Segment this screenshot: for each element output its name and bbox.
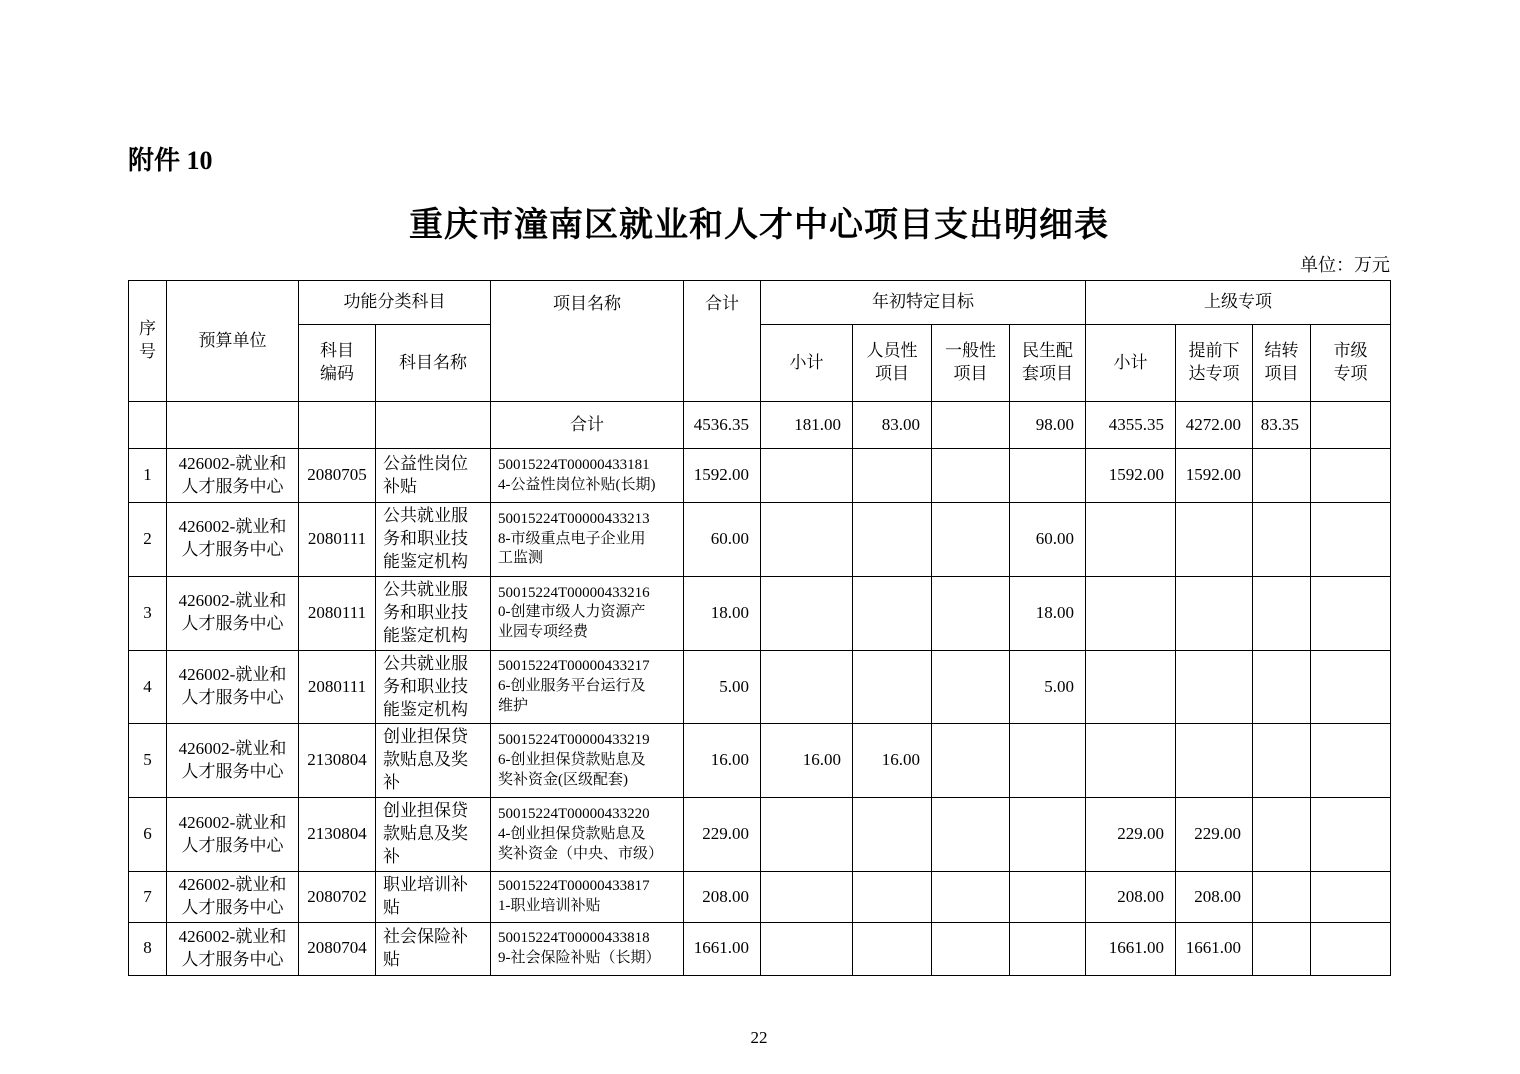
table-row (129, 724, 1391, 798)
cell-subject-code: 2080704 (299, 922, 376, 975)
cell-total: 229.00 (684, 798, 761, 872)
cell-yt-livelihood (1010, 449, 1086, 503)
cell-sp-carryover (1253, 872, 1311, 923)
cell-sp-municipal (1311, 576, 1391, 650)
total-cell-yt-livelihood: 98.00 (1010, 402, 1086, 449)
total-cell-label: 合计 (491, 402, 684, 449)
cell-yt-personnel (853, 872, 932, 923)
cell-sp-subtotal (1086, 576, 1176, 650)
cell-subject-name: 创业担保贷款贴息及奖补 (376, 798, 491, 872)
cell-yt-general (932, 798, 1010, 872)
cell-subject-code: 2130804 (299, 798, 376, 872)
cell-yt-general (932, 872, 1010, 923)
cell-subject-code: 2080705 (299, 449, 376, 503)
cell-yt-general (932, 724, 1010, 798)
cell-serial: 4 (129, 650, 167, 724)
total-cell-subject-code (299, 402, 376, 449)
cell-subject-name: 创业担保贷款贴息及奖补 (376, 724, 491, 798)
table-row (129, 576, 1391, 650)
cell-yt-subtotal (761, 576, 853, 650)
total-row (129, 402, 1391, 449)
page-number: 22 (750, 1027, 768, 1047)
cell-budget-unit: 426002-就业和人才服务中心 (167, 798, 299, 872)
cell-subject-code: 2080111 (299, 650, 376, 724)
header-sp-subtotal: 小计 (1086, 325, 1176, 402)
cell-serial: 7 (129, 872, 167, 923)
total-cell-subject-name (376, 402, 491, 449)
cell-yt-livelihood (1010, 724, 1086, 798)
cell-yt-livelihood: 18.00 (1010, 576, 1086, 650)
cell-budget-unit: 426002-就业和人才服务中心 (167, 872, 299, 923)
expenditure-table (128, 280, 1391, 976)
table-row (129, 922, 1391, 975)
cell-serial: 5 (129, 724, 167, 798)
cell-sp-advance: 229.00 (1176, 798, 1253, 872)
cell-budget-unit: 426002-就业和人才服务中心 (167, 503, 299, 577)
cell-yt-subtotal (761, 872, 853, 923)
cell-sp-carryover (1253, 798, 1311, 872)
header-sp-carryover (1253, 325, 1311, 402)
total-cell-sp-municipal (1311, 402, 1391, 449)
cell-project-name: 50015224T000004332204-创业担保贷款贴息及奖补资金（中央、市级） (491, 798, 684, 872)
header-yt-general: 一般性项目 (932, 325, 1010, 402)
total-cell-sp-subtotal: 4355.35 (1086, 402, 1176, 449)
cell-subject-code: 2080111 (299, 576, 376, 650)
cell-serial: 3 (129, 576, 167, 650)
header-budget-unit: 预算单位 (167, 281, 299, 402)
cell-project-name: 50015224T000004332160-创建市级人力资源产业园专项经费 (491, 576, 684, 650)
cell-sp-municipal (1311, 449, 1391, 503)
header-serial: 序号 (129, 281, 167, 402)
cell-yt-general (932, 650, 1010, 724)
header-subject-code (299, 325, 376, 402)
cell-total: 60.00 (684, 503, 761, 577)
cell-yt-subtotal (761, 922, 853, 975)
attachment-label: 附件 10 (128, 146, 213, 175)
cell-yt-personnel (853, 449, 932, 503)
cell-yt-personnel (853, 650, 932, 724)
cell-sp-subtotal: 1661.00 (1086, 922, 1176, 975)
cell-yt-subtotal (761, 798, 853, 872)
header-yt-personnel: 人员性项目 (853, 325, 932, 402)
cell-sp-advance: 1661.00 (1176, 922, 1253, 975)
table-row (129, 650, 1391, 724)
cell-yt-livelihood: 60.00 (1010, 503, 1086, 577)
table-row (129, 872, 1391, 923)
cell-sp-advance (1176, 724, 1253, 798)
cell-yt-subtotal (761, 650, 853, 724)
cell-sp-municipal (1311, 798, 1391, 872)
header-yt-subtotal: 小计 (761, 325, 853, 402)
table-row (129, 503, 1391, 577)
cell-total: 1661.00 (684, 922, 761, 975)
header-superior-special-group: 上级专项 (1086, 281, 1391, 325)
cell-yt-livelihood (1010, 798, 1086, 872)
cell-sp-municipal (1311, 650, 1391, 724)
cell-yt-general (932, 576, 1010, 650)
cell-yt-personnel (853, 922, 932, 975)
cell-yt-general (932, 922, 1010, 975)
total-cell-yt-general (932, 402, 1010, 449)
cell-sp-subtotal (1086, 650, 1176, 724)
cell-yt-subtotal (761, 449, 853, 503)
header-yt-livelihood: 民生配套项目 (1010, 325, 1086, 402)
total-cell-budget-unit (167, 402, 299, 449)
cell-sp-subtotal: 229.00 (1086, 798, 1176, 872)
cell-project-name: 50015224T000004338171-职业培训补贴 (491, 872, 684, 923)
cell-total: 5.00 (684, 650, 761, 724)
cell-subject-name: 职业培训补贴 (376, 872, 491, 923)
cell-serial: 1 (129, 449, 167, 503)
cell-total: 1592.00 (684, 449, 761, 503)
cell-total: 16.00 (684, 724, 761, 798)
cell-project-name: 50015224T000004332138-市级重点电子企业用工监测 (491, 503, 684, 577)
header-year-start-targets-group: 年初特定目标 (761, 281, 1086, 325)
cell-yt-livelihood (1010, 872, 1086, 923)
cell-sp-carryover (1253, 724, 1311, 798)
cell-budget-unit: 426002-就业和人才服务中心 (167, 449, 299, 503)
cell-sp-subtotal: 208.00 (1086, 872, 1176, 923)
cell-project-name: 50015224T000004332176-创业服务平台运行及维护 (491, 650, 684, 724)
header-total: 合计 (684, 281, 761, 402)
cell-yt-livelihood: 5.00 (1010, 650, 1086, 724)
total-cell-yt-personnel: 83.00 (853, 402, 932, 449)
cell-serial: 8 (129, 922, 167, 975)
total-cell-total: 4536.35 (684, 402, 761, 449)
header-sp-advance: 提前下达专项 (1176, 325, 1253, 402)
header-subject-name: 科目名称 (376, 325, 491, 402)
cell-sp-subtotal (1086, 503, 1176, 577)
cell-subject-name: 公益性岗位补贴 (376, 449, 491, 503)
cell-project-name: 50015224T000004331814-公益性岗位补贴(长期) (491, 449, 684, 503)
header-sp-municipal (1311, 325, 1391, 402)
cell-subject-name: 社会保险补贴 (376, 922, 491, 975)
cell-subject-code: 2080111 (299, 503, 376, 577)
cell-sp-advance: 1592.00 (1176, 449, 1253, 503)
cell-subject-code: 2080702 (299, 872, 376, 923)
cell-yt-personnel (853, 576, 932, 650)
cell-subject-name: 公共就业服务和职业技能鉴定机构 (376, 503, 491, 577)
cell-total: 208.00 (684, 872, 761, 923)
cell-sp-advance (1176, 650, 1253, 724)
total-cell-yt-subtotal: 181.00 (761, 402, 853, 449)
page-title: 重庆市潼南区就业和人才中心项目支出明细表 (409, 207, 1109, 244)
table-row (129, 798, 1391, 872)
cell-sp-municipal (1311, 503, 1391, 577)
cell-budget-unit: 426002-就业和人才服务中心 (167, 922, 299, 975)
header-row-1 (129, 281, 1391, 325)
cell-sp-advance: 208.00 (1176, 872, 1253, 923)
cell-sp-municipal (1311, 724, 1391, 798)
cell-yt-general (932, 449, 1010, 503)
cell-sp-subtotal (1086, 724, 1176, 798)
cell-total: 18.00 (684, 576, 761, 650)
cell-sp-subtotal: 1592.00 (1086, 449, 1176, 503)
cell-budget-unit: 426002-就业和人才服务中心 (167, 650, 299, 724)
unit-note: 单位：万元 (1300, 255, 1390, 275)
cell-sp-carryover (1253, 922, 1311, 975)
cell-yt-personnel: 16.00 (853, 724, 932, 798)
cell-subject-name: 公共就业服务和职业技能鉴定机构 (376, 650, 491, 724)
cell-project-name: 50015224T000004332196-创业担保贷款贴息及奖补资金(区级配套) (491, 724, 684, 798)
cell-sp-carryover (1253, 503, 1311, 577)
cell-serial: 2 (129, 503, 167, 577)
total-cell-serial (129, 402, 167, 449)
cell-yt-subtotal (761, 503, 853, 577)
cell-budget-unit: 426002-就业和人才服务中心 (167, 576, 299, 650)
header-sp-municipal-label: 市级专项 (1333, 341, 1368, 383)
cell-sp-municipal (1311, 872, 1391, 923)
cell-project-name: 50015224T000004338189-社会保险补贴（长期） (491, 922, 684, 975)
header-project-name: 项目名称 (491, 281, 684, 402)
total-cell-sp-carryover: 83.35 (1253, 402, 1311, 449)
cell-yt-subtotal: 16.00 (761, 724, 853, 798)
cell-yt-personnel (853, 503, 932, 577)
cell-yt-personnel (853, 798, 932, 872)
cell-subject-name: 公共就业服务和职业技能鉴定机构 (376, 576, 491, 650)
cell-yt-general (932, 503, 1010, 577)
cell-sp-municipal (1311, 922, 1391, 975)
header-subject-code-label: 科目编码 (320, 341, 354, 383)
cell-yt-livelihood (1010, 922, 1086, 975)
table-row (129, 449, 1391, 503)
cell-sp-advance (1176, 576, 1253, 650)
cell-sp-carryover (1253, 650, 1311, 724)
cell-sp-advance (1176, 503, 1253, 577)
cell-sp-carryover (1253, 449, 1311, 503)
total-cell-sp-advance: 4272.00 (1176, 402, 1253, 449)
header-sp-carryover-label: 结转项目 (1264, 341, 1299, 383)
header-func-category-group: 功能分类科目 (299, 281, 491, 325)
cell-subject-code: 2130804 (299, 724, 376, 798)
cell-sp-carryover (1253, 576, 1311, 650)
cell-serial: 6 (129, 798, 167, 872)
cell-budget-unit: 426002-就业和人才服务中心 (167, 724, 299, 798)
